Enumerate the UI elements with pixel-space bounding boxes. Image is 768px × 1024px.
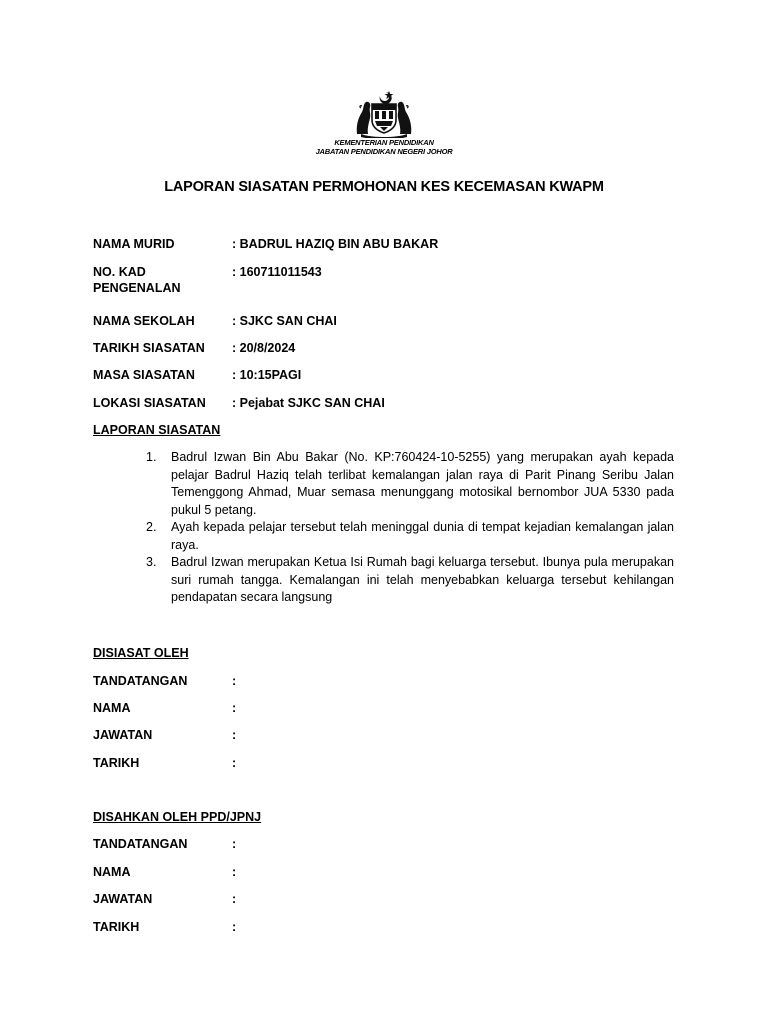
field-label: TARIKH SIASATAN xyxy=(93,341,205,355)
colon: : xyxy=(232,920,237,934)
colon: : xyxy=(232,892,237,906)
signature-label: TANDATANGAN xyxy=(93,837,188,851)
report-item xyxy=(146,449,674,519)
report-item-number: 3. xyxy=(146,555,157,569)
field-label: LOKASI SIASATAN xyxy=(93,396,206,410)
field-label-line-2: PENGENALAN xyxy=(93,281,181,295)
signature-label: TANDATANGAN xyxy=(93,674,188,688)
ministry-text xyxy=(0,138,768,156)
field-label xyxy=(93,264,228,296)
report-list xyxy=(146,449,674,607)
colon: : xyxy=(232,701,237,715)
field-value: : 20/8/2024 xyxy=(232,341,296,355)
field-value: : BADRUL HAZIQ BIN ABU BAKAR xyxy=(232,237,439,251)
date-label: TARIKH xyxy=(93,920,140,934)
colon: : xyxy=(232,674,237,688)
report-item xyxy=(146,554,674,607)
position-label: JAWATAN xyxy=(93,728,153,742)
date-label: TARIKH xyxy=(93,756,140,770)
field-label: NAMA SEKOLAH xyxy=(93,314,195,328)
colon: : xyxy=(232,728,237,742)
name-label: NAMA xyxy=(93,701,131,715)
report-heading: LAPORAN SIASATAN xyxy=(93,423,221,437)
report-item-number: 1. xyxy=(146,450,157,464)
report-item-text: Badrul Izwan merupakan Ketua Isi Rumah bagi keluarga tersebut. Ibunya pula merupakan suri rumah tangga. Kemalangan ini telah menyebabkan keluarga tersebut kehilangan pendapatan secara langsung xyxy=(171,555,674,604)
name-label: NAMA xyxy=(93,865,131,879)
crest-container xyxy=(0,90,768,143)
colon: : xyxy=(232,865,237,879)
field-value: : Pejabat SJKC SAN CHAI xyxy=(232,396,385,410)
field-value: : 10:15PAGI xyxy=(232,368,302,382)
colon: : xyxy=(232,756,237,770)
report-item-text: Badrul Izwan Bin Abu Bakar (No. KP:760424-10-5255) yang merupakan ayah kepada pelajar Badrul Haziq telah terlibat kemalangan jalan raya di Parit Pinang Seribu Jalan Temenggong Ahmad, Muar semasa menunggang motosikal bernombor JUA 5330 pada pukul 5 petang. xyxy=(171,450,674,517)
document-title: LAPORAN SIASATAN PERMOHONAN KES KECEMASAN KWAPM xyxy=(164,179,604,195)
field-label: NAMA MURID xyxy=(93,237,175,251)
report-item-text: Ayah kepada pelajar tersebut telah meninggal dunia di tempat kejadian kemalangan jalan raya. xyxy=(171,520,674,552)
field-label: MASA SIASATAN xyxy=(93,368,195,382)
colon: : xyxy=(232,837,237,851)
position-label: JAWATAN xyxy=(93,892,153,906)
malaysia-coat-of-arms-icon xyxy=(353,90,415,138)
field-value: : SJKC SAN CHAI xyxy=(232,314,337,328)
ministry-line-2: JABATAN PENDIDIKAN NEGERI JOHOR xyxy=(315,147,453,156)
ministry-line-1: KEMENTERIAN PENDIDIKAN xyxy=(334,138,434,147)
field-value: : 160711011543 xyxy=(232,265,322,279)
investigated-by-heading: DISIASAT OLEH xyxy=(93,646,189,660)
approved-by-heading: DISAHKAN OLEH PPD/JPNJ xyxy=(93,810,262,824)
field-label-line-1: NO. KAD xyxy=(93,265,146,279)
report-item xyxy=(146,519,674,554)
report-item-number: 2. xyxy=(146,520,157,534)
